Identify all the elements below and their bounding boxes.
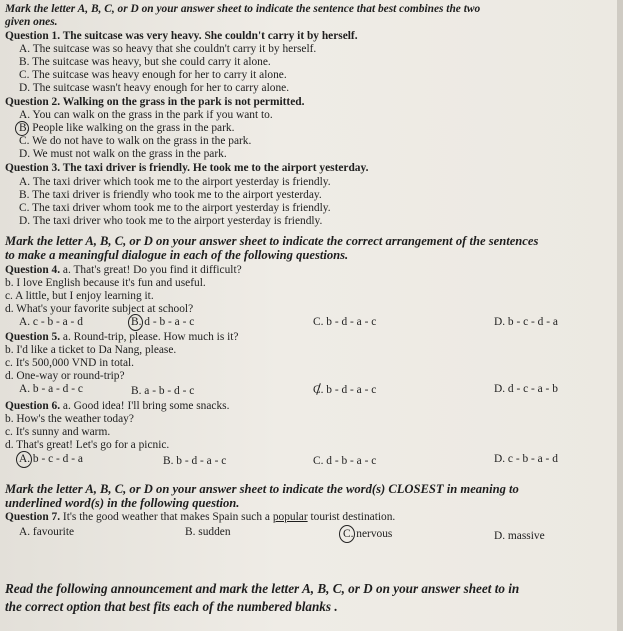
question-7-choice-d: D. massive (494, 530, 545, 542)
instruction-1-line-1: Mark the letter A, B, C, or D on your answer sheet to indicate the sentence that best combines the two (5, 3, 481, 15)
question-3-option-b: B. The taxi driver is friendly who took me to the airport yesterday. (19, 189, 322, 201)
question-2-option-b: B. People like walking on the grass in the park. (19, 122, 235, 134)
question-2-option-c: C. We do not have to walk on the grass in the park. (19, 135, 252, 147)
question-2-option-d: D. We must not walk on the grass in the park. (19, 148, 227, 160)
instruction-3-line-1: Mark the letter A, B, C, or D on your answer sheet to indicate the word(s) CLOSEST in meaning to (5, 482, 519, 496)
question-1-stem: Question 1. The suitcase was very heavy. She couldn't carry it by herself. (5, 30, 358, 42)
question-1-option-a: A. The suitcase was so heavy that she couldn't carry it by herself. (19, 43, 317, 55)
question-5-line-c: c. It's 500,000 VND in total. (5, 357, 135, 369)
question-4-choice-b: B. d - b - a - c (131, 316, 195, 328)
question-7-choice-a: A. favourite (19, 526, 75, 538)
question-6-choice-d: D. c - b - a - d (494, 453, 558, 465)
question-4-line-b: b. I love English because it's fun and useful. (5, 277, 206, 289)
question-4-choice-d: D. b - c - d - a (494, 316, 558, 328)
question-1-option-c: C. The suitcase was heavy enough for her to carry it alone. (19, 69, 287, 81)
question-6-line-c: c. It's sunny and warm. (5, 426, 111, 438)
question-6-part-a: a. Good idea! I'll bring some snacks. (62, 400, 230, 412)
question-4-line-c: c. A little, but I enjoy learning it. (5, 290, 154, 302)
question-7-label: Question 7. (5, 511, 61, 523)
question-3-option-d: D. The taxi driver who took me to the airport yesterday is friendly. (19, 215, 323, 227)
question-1-option-d: D. The suitcase wasn't heavy enough for her to carry alone. (19, 82, 290, 94)
question-5-choice-b: B. a - b - d - c (131, 385, 195, 397)
instruction-2-line-1: Mark the letter A, B, C, or D on your answer sheet to indicate the correct arrangement of the sentences (5, 234, 539, 248)
page-edge-shadow (617, 0, 623, 631)
question-4-choice-c: C. b - d - a - c (313, 316, 377, 328)
instruction-4-line-1: Read the following announcement and mark the letter A, B, C, or D on your answer sheet to in (5, 581, 520, 596)
question-7-stem (5, 511, 395, 524)
question-4-part-a: a. That's great! Do you find it difficult? (62, 264, 242, 276)
question-5-choice-a: A. b - a - d - c (19, 383, 83, 395)
question-6-choice-c: C. d - b - a - c (313, 455, 377, 467)
question-6-choice-a: A. b - c - d - a (19, 453, 83, 465)
question-5-part-a: a. Round-trip, please. How much is it? (62, 331, 239, 343)
answer-mark-circle (15, 121, 29, 136)
question-4-choice-a: A. c - b - a - d (19, 316, 83, 328)
question-6-choice-b: B. b - d - a - c (163, 455, 227, 467)
question-7-text-before: It's the good weather that makes Spain such a (62, 511, 270, 523)
answer-mark-circle (128, 314, 143, 331)
question-5-line-a (5, 331, 239, 344)
question-5-label: Question 5. (5, 331, 61, 343)
question-2-option-a: A. You can walk on the grass in the park if you want to. (19, 109, 273, 121)
instruction-4-line-2: the correct option that best fits each of the numbered blanks . (5, 599, 338, 614)
instruction-1-line-2: given ones. (5, 16, 58, 28)
question-6-line-a (5, 400, 229, 413)
question-6-line-b: b. How's the weather today? (5, 413, 134, 425)
question-4-label: Question 4. (5, 264, 61, 276)
question-3-option-a: A. The taxi driver which took me to the airport yesterday is friendly. (19, 176, 331, 188)
question-7-choice-c: C. nervous (343, 528, 393, 540)
question-7-text-after: tourist destination. (310, 511, 396, 523)
question-6-label: Question 6. (5, 400, 61, 412)
question-7-choice-b: B. sudden (185, 526, 231, 538)
question-5-line-b: b. I'd like a ticket to Da Nang, please. (5, 344, 177, 356)
question-1-option-b: B. The suitcase was heavy, but she could carry it alone. (19, 56, 271, 68)
question-3-stem: Question 3. The taxi driver is friendly. He took me to the airport yesterday. (5, 162, 369, 174)
question-4-line-d: d. What's your favorite subject at school? (5, 303, 194, 315)
answer-mark-circle (339, 525, 355, 543)
instruction-3-line-2: underlined word(s) in the following question. (5, 496, 240, 510)
question-7-underlined-word: popular (272, 511, 308, 523)
answer-mark-circle (16, 451, 32, 468)
instruction-2-line-2: to make a meaningful dialogue in each of the following questions. (5, 248, 349, 262)
question-5-choice-c: C. b - d - a - c (313, 384, 377, 396)
question-5-line-d: d. One-way or round-trip? (5, 370, 125, 382)
question-3-option-c: C. The taxi driver whom took me to the airport yesterday is friendly. (19, 202, 331, 214)
question-2-stem: Question 2. Walking on the grass in the park is not permitted. (5, 96, 305, 108)
question-6-line-d: d. That's great! Let's go for a picnic. (5, 439, 170, 451)
question-4-line-a (5, 264, 242, 277)
question-5-choice-d: D. d - c - a - b (494, 383, 558, 395)
